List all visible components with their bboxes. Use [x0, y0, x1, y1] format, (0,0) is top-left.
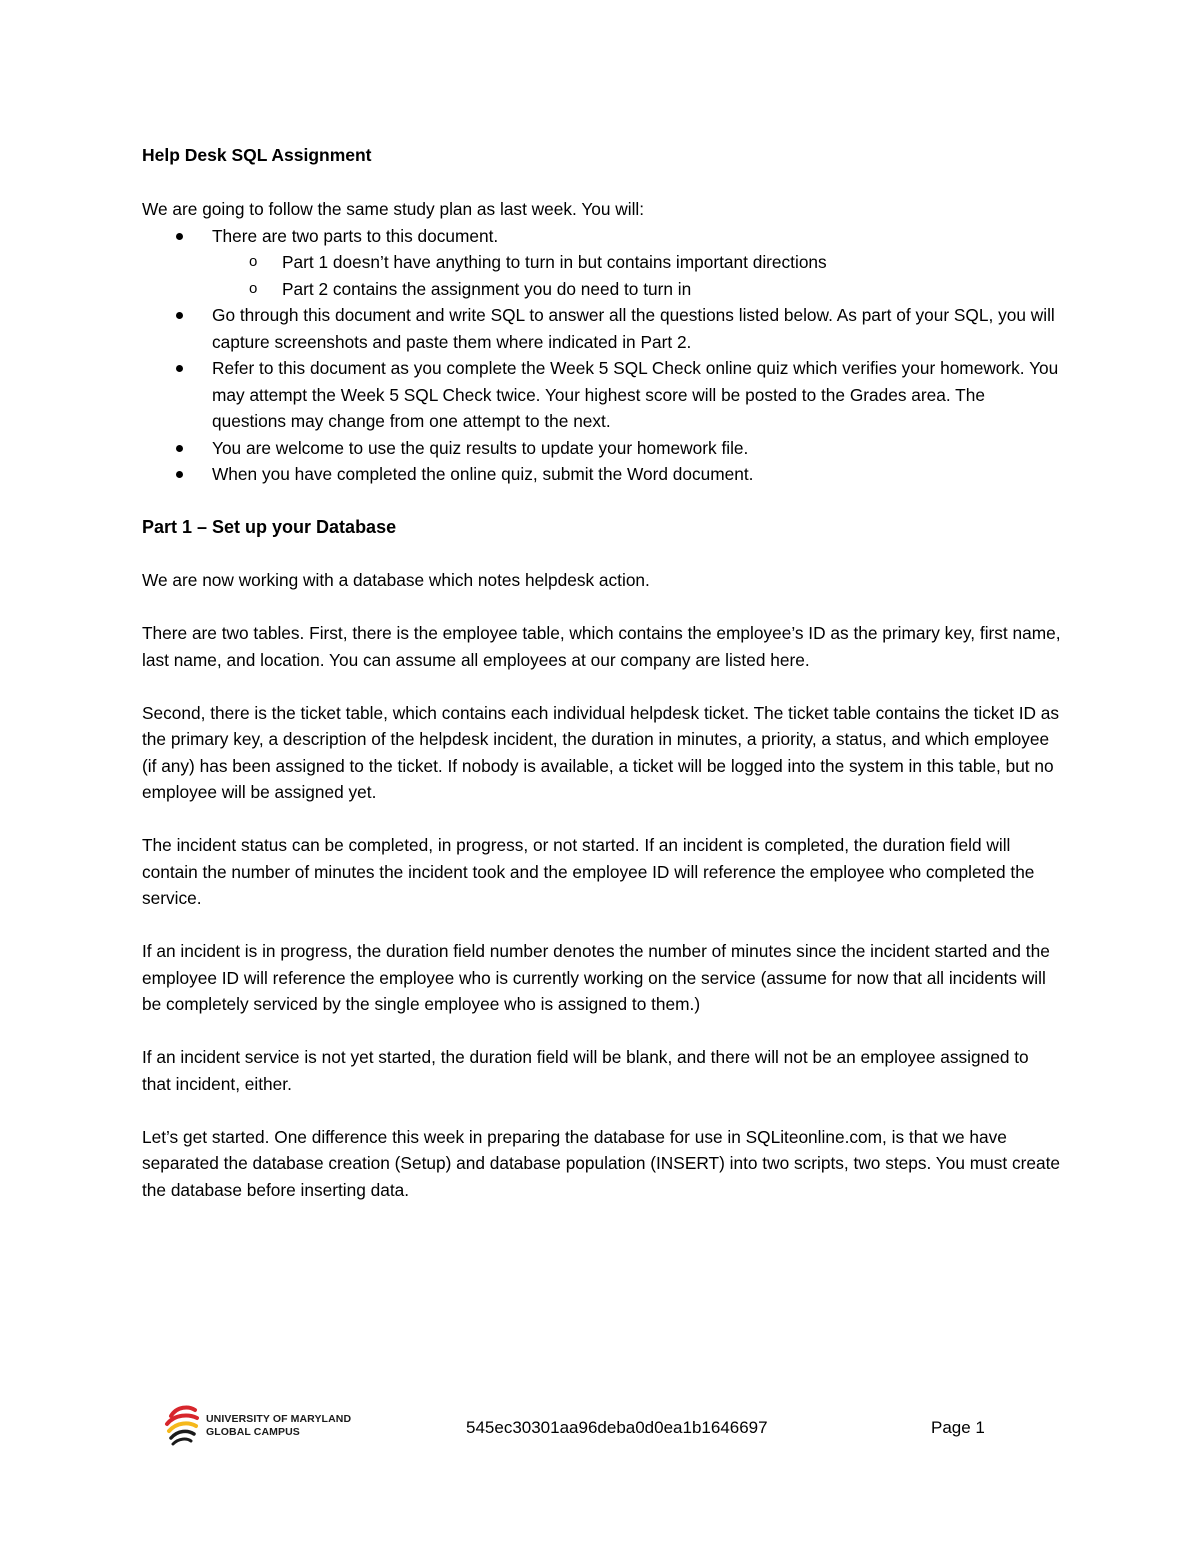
list-item: When you have completed the online quiz, submit the Word document.	[142, 461, 1062, 488]
paragraph: Second, there is the ticket table, which contains each individual helpdesk ticket. The ticket table contains the ticket ID as the primary key, a description of the helpdesk incident, the duration in minutes, a priority, a status, and which employee (if any) has been assigned to the ticket. If nobody is available, a ticket will be logged into the system in this table, but no employee will be assigned yet.	[142, 702, 1060, 802]
document-id: 545ec30301aa96deba0d0ea1b1646697	[466, 1418, 768, 1437]
list-item	[142, 223, 1062, 303]
page-content	[142, 140, 1062, 1230]
list-item: Go through this document and write SQL to answer all the questions listed below. As part of your SQL, you will capture screenshots and paste them where indicated in Part 2.	[142, 302, 1062, 355]
paragraph: If an incident service is not yet started, the duration field will be blank, and there will not be an employee assigned to that incident, either.	[142, 1047, 1029, 1094]
sub-list	[212, 249, 1062, 302]
paragraph: The incident status can be completed, in progress, or not started. If an incident is completed, the duration field will contain the number of minutes the incident took and the employee ID will reference the employee who completed the service.	[142, 835, 1035, 908]
logo-line1: UNIVERSITY OF MARYLAND	[206, 1413, 352, 1425]
part1-heading: Part 1 – Set up your Database	[142, 517, 397, 537]
paragraph: If an incident is in progress, the duration field number denotes the number of minutes since the incident started and the employee ID will reference the employee who is currently working on the service (assume for now that all incidents will be completely serviced by the single employee who is assigned to them.)	[142, 941, 1050, 1014]
sub-list-item: o Part 1 doesn’t have anything to turn in but contains important directions	[212, 249, 1062, 276]
logo-line2: GLOBAL CAMPUS	[206, 1425, 300, 1438]
list-item: Refer to this document as you complete the Week 5 SQL Check online quiz which verifies your homework. You may attempt the Week 5 SQL Check twice. Your highest score will be posted to the Grades area. The questions may change from one attempt to the next.	[142, 355, 1062, 435]
sub-list-item: o Part 2 contains the assignment you do need to turn in	[212, 276, 1062, 303]
logo-wordmark	[206, 1413, 351, 1438]
list-item: You are welcome to use the quiz results to update your homework file.	[142, 435, 1062, 462]
instructions-list	[142, 223, 1062, 488]
paragraph: There are two tables. First, there is the employee table, which contains the employee’s ID as the primary key, first name, last name, and location. You can assume all employees at our company are listed here.	[142, 623, 1061, 670]
page-footer	[0, 1400, 1200, 1460]
paragraph: We are now working with a database which notes helpdesk action.	[142, 570, 650, 590]
page-number: Page 1	[931, 1418, 985, 1437]
umgc-logo	[163, 1404, 373, 1448]
paragraph: Let’s get started. One difference this week in preparing the database for use in SQLiteonline.com, is that we have separated the database creation (Setup) and database population (INSERT) into two scripts, two steps. You must create the database before inserting data.	[142, 1126, 1061, 1200]
intro-text: We are going to follow the same study plan as last week. You will:	[142, 199, 645, 219]
umgc-logo-icon	[163, 1404, 203, 1448]
document-title: Help Desk SQL Assignment	[142, 145, 372, 165]
list-item-text: There are two parts to this document.	[212, 225, 499, 246]
